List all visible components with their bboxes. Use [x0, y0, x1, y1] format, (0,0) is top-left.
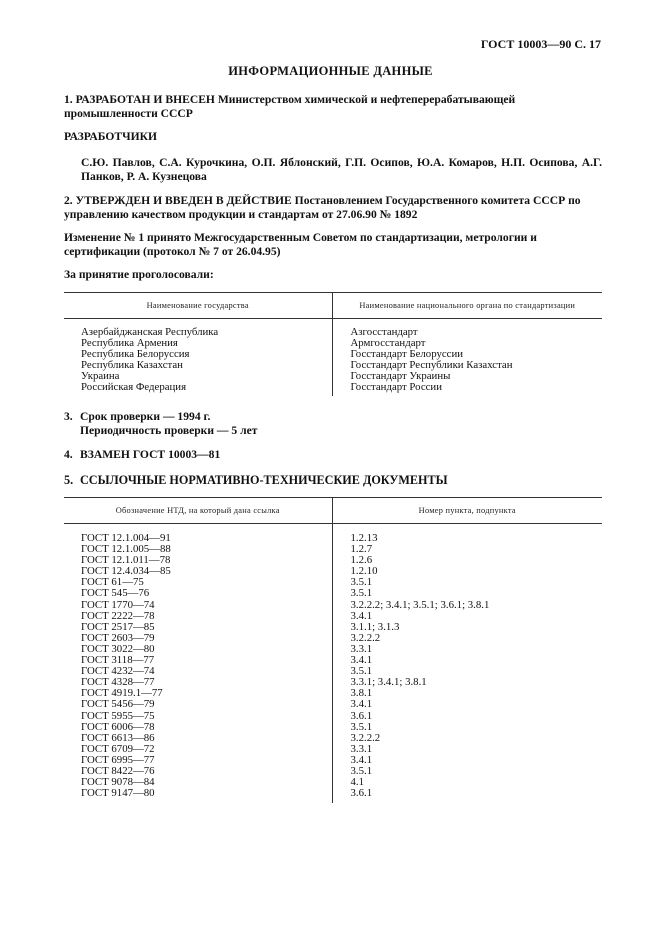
reference-doc: ГОСТ 1770—74	[81, 598, 155, 611]
reference-clause: 3.6.1	[350, 709, 373, 722]
reference-doc: ГОСТ 61—75	[81, 576, 144, 589]
section-2-number: 2.	[64, 194, 73, 207]
reference-clause: 1.2.7	[350, 543, 373, 556]
reference-clause: 3.5.1	[350, 576, 373, 589]
reference-clause: 3.4.1	[350, 609, 373, 622]
reference-doc: ГОСТ 5456—79	[81, 698, 155, 711]
page-title: ИНФОРМАЦИОННЫЕ ДАННЫЕ	[228, 64, 433, 78]
voted-label: За принятие проголосовали:	[64, 268, 214, 281]
references-table	[64, 497, 602, 803]
section-4-number: 4.	[64, 448, 73, 461]
reference-doc: ГОСТ 8422—76	[81, 764, 155, 777]
state-name: Республика Белоруссия	[81, 348, 190, 361]
reference-doc: ГОСТ 6995—77	[81, 753, 155, 766]
states-table-header-state: Наименование государства	[64, 293, 332, 319]
references-col-doc	[64, 524, 332, 804]
developers-list: С.Ю. Павлов, С.А. Курочкина, О.П. Яблонский, Г.П. Осипов, Ю.А. Комаров, Н.П. Осипова, А.Г. Панков, Р. А. Кузнецова	[81, 156, 602, 183]
section-5	[64, 473, 602, 487]
reference-doc: ГОСТ 4232—74	[81, 665, 155, 678]
reference-doc: ГОСТ 12.1.005—88	[81, 543, 171, 556]
standards-body: Госстандарт Украины	[350, 370, 451, 383]
reference-doc: ГОСТ 12.1.011—78	[81, 554, 171, 567]
section-1	[64, 93, 602, 121]
reference-doc: ГОСТ 6709—72	[81, 742, 155, 755]
section-4	[64, 448, 602, 462]
reference-doc: ГОСТ 12.1.004—91	[81, 532, 171, 544]
section-1-lead: РАЗРАБОТАН И ВНЕСЕН	[75, 93, 215, 106]
reference-clause: 3.3.1; 3.4.1; 3.8.1	[350, 676, 427, 689]
reference-doc: ГОСТ 9147—80	[81, 787, 155, 800]
reference-clause: 1.2.6	[350, 554, 373, 567]
state-name: Украина	[81, 370, 120, 383]
state-name: Республика Армения	[81, 337, 178, 350]
references-table-header-clause: Номер пункта, подпункта	[332, 498, 602, 524]
section-5-number: 5.	[64, 473, 74, 487]
standards-body: Госстандарт Белоруссии	[350, 348, 463, 361]
reference-clause: 3.3.1	[350, 642, 373, 655]
standards-body: Госстандарт России	[350, 381, 442, 394]
section-1-number: 1.	[64, 93, 73, 106]
states-table	[64, 292, 602, 396]
reference-doc: ГОСТ 6613—86	[81, 731, 155, 744]
states-table-col-state	[64, 319, 332, 396]
section-3	[64, 410, 602, 438]
reference-doc: ГОСТ 545—76	[81, 587, 150, 600]
reference-doc: ГОСТ 4328—77	[81, 676, 155, 689]
reference-clause: 3.8.1	[350, 687, 373, 700]
section-5-text: ССЫЛОЧНЫЕ НОРМАТИВНО-ТЕХНИЧЕСКИЕ ДОКУМЕНТЫ	[80, 473, 448, 487]
reference-clause: 3.5.1	[350, 665, 373, 678]
state-name: Республика Казахстан	[81, 359, 183, 372]
reference-clause: 3.4.1	[350, 654, 373, 667]
developers-label: РАЗРАБОТЧИКИ	[64, 130, 158, 143]
section-2	[64, 194, 602, 222]
reference-clause: 3.4.1	[350, 753, 373, 766]
state-name: Азербайджанская Республика	[81, 326, 219, 338]
reference-clause: 3.3.1	[350, 742, 373, 755]
section-2-text: Постановлением Государственного комитета СССР по управлению качеством продукции и стандартам от 27.06.90 № 1892	[64, 194, 581, 221]
reference-doc: ГОСТ 2517—85	[81, 620, 155, 633]
standards-body: Азгосстандарт	[350, 326, 418, 338]
reference-doc: ГОСТ 6006—78	[81, 720, 155, 733]
review-date: Срок проверки — 1994 г.	[80, 410, 211, 423]
reference-doc: ГОСТ 5955—75	[81, 709, 155, 722]
reference-clause: 3.5.1	[350, 764, 373, 777]
section-3-number: 3.	[64, 410, 73, 423]
references-table-header-doc: Обозначение НТД, на который дана ссылка	[64, 498, 332, 524]
states-table-col-body	[332, 319, 602, 396]
section-4-text: ВЗАМЕН ГОСТ 10003—81	[80, 448, 221, 461]
standards-body: Госстандарт Республики Казахстан	[350, 359, 513, 372]
section-1-text: Министерством химической и нефтеперерабатывающей промышленности СССР	[64, 93, 516, 120]
reference-doc: ГОСТ 12.4.034—85	[81, 565, 171, 578]
reference-clause: 4.1	[350, 776, 364, 789]
reference-doc: ГОСТ 2603—79	[81, 631, 155, 644]
section-2-lead: УТВЕРЖДЕН И ВВЕДЕН В ДЕЙСТВИЕ	[75, 194, 292, 207]
references-col-clause	[332, 524, 602, 804]
reference-clause: 3.6.1	[350, 787, 373, 800]
reference-doc: ГОСТ 3022—80	[81, 642, 155, 655]
reference-clause: 3.1.1; 3.1.3	[350, 620, 400, 633]
reference-doc: ГОСТ 9078—84	[81, 776, 155, 789]
reference-clause: 1.2.13	[350, 532, 378, 544]
reference-clause: 3.2.2.2	[350, 631, 381, 644]
state-name: Российская Федерация	[81, 381, 187, 394]
review-period: Периодичность проверки — 5 лет	[80, 424, 258, 437]
reference-doc: ГОСТ 4919.1—77	[81, 687, 163, 700]
reference-clause: 1.2.10	[350, 565, 378, 578]
amendment-note: Изменение № 1 принято Межгосударственным Советом по стандартизации, метрологии и сертификации (протокол № 7 от 26.04.95)	[64, 231, 537, 258]
standards-body: Армгосстандарт	[350, 337, 426, 350]
reference-clause: 3.4.1	[350, 698, 373, 711]
reference-clause: 3.2.2.2	[350, 731, 381, 744]
page-header: ГОСТ 10003—90 С. 17	[480, 37, 601, 51]
reference-doc: ГОСТ 2222—78	[81, 609, 155, 622]
reference-clause: 3.2.2.2; 3.4.1; 3.5.1; 3.6.1; 3.8.1	[350, 598, 490, 611]
reference-clause: 3.5.1	[350, 720, 373, 733]
states-table-header-body: Наименование национального органа по стандартизации	[332, 293, 602, 319]
reference-clause: 3.5.1	[350, 587, 373, 600]
reference-doc: ГОСТ 3118—77	[81, 654, 155, 667]
